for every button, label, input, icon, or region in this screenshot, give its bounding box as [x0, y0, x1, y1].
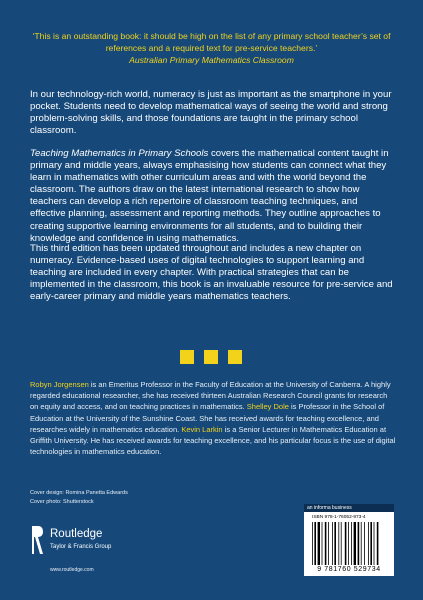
square-ornament: [204, 350, 218, 364]
review-quote: [30, 30, 393, 66]
author-bio-text: is an Emeritus Professor in the Faculty of Education at the University of Canberra. A highly regarded educational researcher, she has received thirteen Australian Research Council grants for research on equity and access, and on teaching practices in mathematics.: [30, 380, 391, 412]
publisher-url: www.routledge.com: [50, 567, 94, 573]
square-ornament: [180, 350, 194, 364]
barcode-bar: [370, 522, 372, 565]
barcode-bar: [325, 522, 327, 565]
informa-banner: an informa business: [304, 504, 394, 512]
barcode-bar: [318, 522, 320, 565]
publisher-group: Taylor & Francis Group: [50, 544, 112, 550]
cover-credits: [30, 489, 128, 507]
barcode-bar: [351, 522, 352, 565]
barcode-bar: [358, 522, 360, 565]
barcode-bar: [332, 522, 333, 565]
author-name: Kevin Larkin: [181, 424, 223, 434]
quote-source: Australian Primary Mathematics Classroom: [129, 55, 294, 65]
author-name: Shelley Dole: [246, 402, 289, 412]
description-text: covers the mathematical content taught in primary and middle years, always emphasising how students can connect what they learn in mathematics with other curriculum areas and with the world beyond the classroom. The authors draw on the latest international research to show how teachers can develop a rich repertoire of classroom teaching techniques, and effective planning, assessment and reporting methods. They outline approaches to creating supportive learning environments for all students, and to building their knowledge and confidence in using mathematics.: [30, 148, 389, 244]
barcode-bar: [345, 522, 347, 565]
barcode-bar: [312, 522, 313, 565]
intro-paragraph: In our technology-rich world, numeracy is just as important as the smartphone in your pocket. Students need to develop mathematical ways of seeing the world and strong problem-solving skills, and those foundations are taught in the primary school classroom.: [30, 89, 392, 137]
cover-photo-credit: Cover photo: Shutterstock: [30, 499, 94, 505]
barcode-bar: [368, 522, 369, 565]
author-name: Robyn Jorgensen: [30, 380, 89, 389]
square-ornament: [228, 350, 242, 364]
barcode-bar: [338, 522, 339, 565]
barcode-bar: [348, 522, 349, 565]
barcode-bar: [314, 522, 316, 565]
barcode-bar: [374, 522, 375, 565]
isbn-label: ISBN 978-1-76052-973-4: [312, 515, 366, 520]
cover-design-credit: Cover design: Romina Panetta Edwards: [30, 490, 128, 496]
description-paragraph: [30, 148, 395, 245]
barcode-bar: [361, 522, 362, 565]
barcode: [304, 512, 394, 576]
barcode-bars: [312, 522, 386, 565]
decorative-squares: [180, 350, 242, 364]
barcode-bar: [341, 522, 342, 565]
author-bio-text: is a Senior Lecturer in Mathematics Education at Griffith University. He has received awards for teaching excellence, and his particular focus is the use of digital technologies in mathematics education.: [30, 424, 396, 457]
author-bios: [30, 379, 396, 457]
barcode-bar: [364, 522, 365, 565]
barcode-bar: [328, 522, 329, 565]
barcode-bar: [322, 522, 323, 565]
book-title-inline: Teaching Mathematics in Primary Schools: [30, 148, 209, 159]
quote-text: ‘This is an outstanding book: it should be high on the list of any primary school teacher’s set of references and a required text for pre-service teachers.’: [32, 31, 391, 53]
routledge-r-icon: [30, 524, 44, 556]
edition-paragraph: This third edition has been updated throughout and includes a new chapter on numeracy. Evidence-based uses of digital technologies to support learning and teaching are included in every chapter. With practical strategies that can be implemented in the classroom, this book is an invaluable resource for pre-service and early-career primary and middle years mathematics teachers.: [30, 243, 393, 303]
author-bio-text: is Professor in the School of Education at the University of the Sunshine Coast. She has received awards for teaching excellence, and researches widely in mathematics education.: [30, 402, 385, 434]
publisher-name: Routledge: [50, 528, 103, 540]
barcode-bar: [334, 522, 336, 565]
barcode-bar: [377, 522, 379, 565]
barcode-digits: 9 781760 529734: [317, 566, 381, 573]
publisher-logo: [30, 522, 150, 572]
barcode-bar: [354, 522, 356, 565]
